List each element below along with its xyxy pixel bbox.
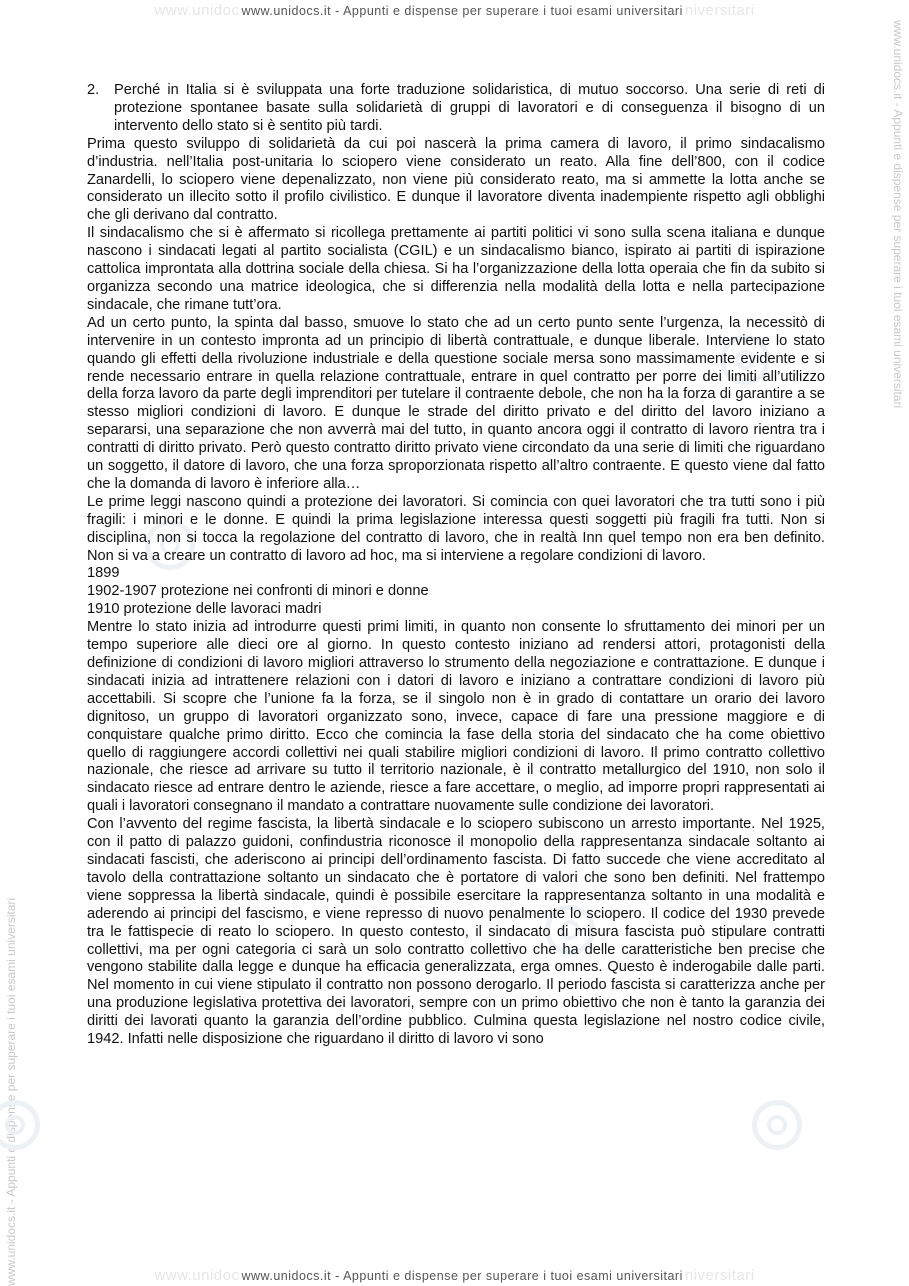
watermark-logo-icon <box>0 1100 40 1150</box>
footer-watermark-text: www.unidocs.it - Appunti e dispense per superare i tuoi esami universitari <box>241 1269 683 1283</box>
timeline-line: 1902-1907 protezione nei confronti di minori e donne <box>87 583 429 600</box>
paragraph: Il sindacalismo che si è affermato si ricollega prettamente ai partiti politici vi sono sulla scena italiana e dunque nascono i sindacati legati al partito socialista (CGIL) e un sindacalismo bianco, ispirato ai partiti di ispirazione cattolica improntata alla dottrina sociale della chiesa. Si ha l’organizzazione della lotta operaia che fin da subito si organizza secondo una matrice ideologica, che si differenzia nella modalità della lotta e nella partecipazione sindacale, che rimane tutt’ora. <box>87 225 825 313</box>
paragraph: Mentre lo stato inizia ad introdurre questi primi limiti, in quanto non consente lo sfruttamento dei minori per un tempo superiore alle dieci ore al giorno. In questo contesto iniziano ad rendersi attori, protagonisti della definizione di condizioni di lavoro migliori attraverso lo strumento della negoziazione e contrattazione. E dunque i sindacati inizia ad intrattenere relazioni con i datori di lavoro e iniziano a contrattare condizioni di lavoro più accettabili. Si scopre che l’unione fa la forza, se il singolo non è in grado di contattare un orario dei lavoro dignitoso, un gruppo di lavoratori organizzato sono, invece, capace di fare una pressione maggiore e di conquistare qualche primo diritto. Ecco che comincia la fase della storia del sindacato che ha come obiettivo quello di raggiungere accordi collettivi nei quali stabilire migliori condizioni di lavoro. Il primo contratto collettivo nazionale, che riesce ad arrivare su tutto il territorio nazionale, è il contratto metallurgico del 1910, non solo il sindacato riesce ad entrare dentro le aziende, riesce a fare accettare, o meglio, ad imporre propri rappresentati ai quali i lavoratori consegnano il mandato a contrattare nuovamente sulle condizione dei lavoratori. <box>87 619 825 815</box>
timeline-line: 1910 protezione delle lavoraci madri <box>87 601 322 618</box>
paragraph: Le prime leggi nascono quindi a protezione dei lavoratori. Si comincia con quei lavoratori che tra tutti sono i più fragili: i minori e le donne. E quindi la prima legislazione interessa questi soggetti più fragili fra tutti. Non si disciplina, non si tocca la regolazione del contratto di lavoro, che in realtà Inn quel tempo non era ben definito. Non si va a creare un contratto di lavoro ad hoc, ma si interviene a regolare condizioni di lavoro. <box>87 493 825 564</box>
footer-watermark-faded-left: www.unidoc <box>154 1267 240 1284</box>
left-side-watermark: www.unidocs.it - Appunti e dispense per superare i tuoi esami universitari <box>4 897 18 1286</box>
watermark-logo-icon <box>752 1100 802 1150</box>
header-watermark-text: www.unidocs.it - Appunti e dispense per superare i tuoi esami universitari <box>241 4 683 18</box>
document-body <box>87 82 825 1049</box>
header-watermark-faded-right: niversitari <box>684 2 755 19</box>
footer-watermark <box>0 1267 909 1284</box>
header-watermark-faded-left: www.unidoc <box>154 2 240 19</box>
timeline-line: 1899 <box>87 565 120 582</box>
paragraph: Prima questo sviluppo di solidarietà da cui poi nascerà la prima camera di lavoro, il primo sindacalismo d’industria. nell’Italia post-unitaria lo sciopero viene considerato un reato. Alla fine dell’800, con il codice Zanardelli, lo sciopero viene depenalizzato, non viene più considerato reato, ma si ammette la lotta anche se considerato un illecito sotto il profilo civilistico. E dunque il lavoratore diventa inadempiente rispetto agli obblighi che gli derivano dal contratto. <box>87 135 825 224</box>
list-item <box>87 82 825 136</box>
footer-watermark-faded-right: niversitari <box>684 1267 755 1284</box>
right-side-watermark: www.unidocs.it - Appunti e dispense per superare i tuoi esami universitari <box>891 20 905 409</box>
header-watermark <box>0 2 909 19</box>
paragraph: Ad un certo punto, la spinta dal basso, smuove lo stato che ad un certo punto sente l’urgenza, la necessitò di intervenire in un contesto impronta ad un principio di libertà contrattuale, e dunque liberale. Interviene lo stato quando gli effetti della rivoluzione industriale e della questione sociale mersa sono massimamente evidente e si rende necessario entrare in quella relazione contrattuale, entrare in quel contratto per porre dei limiti all’utilizzo della forza lavoro da parte degli imprenditori per tutelare il contraente debole, che non ha la forza di garantire a se stesso migliori condizioni di lavoro. E dunque le strade del diritto privato e del diritto del lavoro iniziano a separarsi, una separazione che non avverrà mai del tutto, in quanto ancora oggi il contratto di lavoro rientra tra i contratti di diritto privato. Però questo contratto diritto privato viene circondato da una serie di limiti che riguardano un soggetto, il datore di lavoro, che una forza sproporzionata rispetto all’altro contraente. E questo viene dal fatto che la domanda di lavoro è inferiore alla… <box>87 314 825 492</box>
list-item-number: 2. <box>87 82 100 98</box>
list-item-text: Perché in Italia si è sviluppata una forte traduzione solidaristica, di mutuo soccorso. Una serie di reti di protezione spontanee basate sulla solidarietà di gruppi di lavoratori e di conseguenza il bisogno di un intervento dello stato si è sentito più tardi. <box>114 82 825 134</box>
paragraph: Con l’avvento del regime fascista, la libertà sindacale e lo sciopero subiscono un arresto importante. Nel 1925, con il patto di palazzo guidoni, confindustria riconosce il monopolio della rappresentanza sindacale soltanto ai sindacati fascisti, che aderiscono ai principi dell’ordinamento fascista. Di fatto succede che viene accreditato al tavolo della contrattazione soltanto un sindacato che è portatore di valori che sono ben definiti. Nel frattempo viene soppressa la libertà sindacale, quindi è possibile esercitare la rappresentanza soltanto in una modalità e aderendo ai principi del fascismo, e viene represso di nuovo penalmente lo sciopero. Il codice del 1930 prevede tra le fattispecie di reato lo sciopero. In questo contesto, il sindacato di misura fascista può stipulare contratti collettivi, ma per ogni categoria ci sarà un solo contratto collettivo che ha delle caratteristiche ben precise che vengono stabilite dalla legge e dunque ha efficacia generalizzata, erga omnes. Questo è inderogabile dalle parti. Nel momento in cui viene stipulato il contratto non possono derogarlo. Il periodo fascista si caratterizza anche per una produzione legislativa protettiva dei lavoratori, sempre con un primo obiettivo che non è tanto la garanzia dei diritti dei lavorati quanto la garanzia dell’ordine pubblico. Culmina questa legislazione nel nostro codice civile, 1942. Infatti nelle disposizione che riguardano il diritto di lavoro vi sono <box>87 816 825 1048</box>
